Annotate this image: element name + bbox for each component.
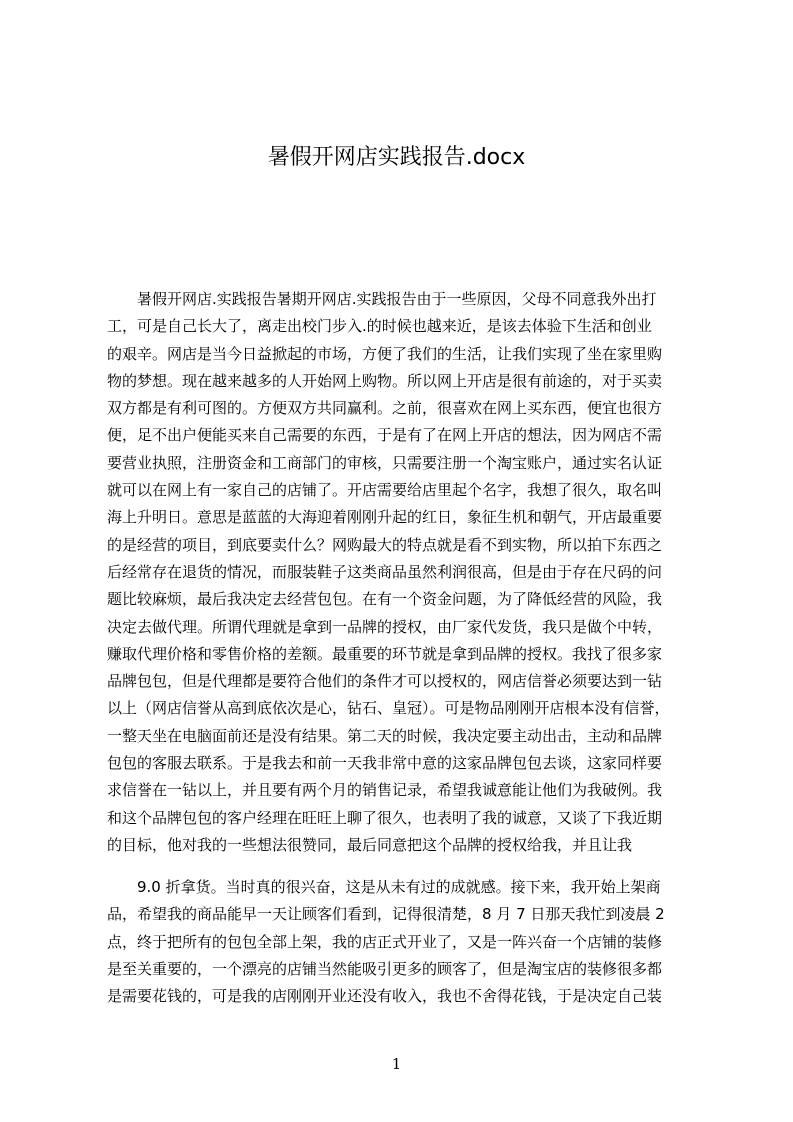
text-line: 题比较麻烦，最后我决定去经营包包。在有一个资金问题，为了降低经营的风险，我 (107, 590, 663, 609)
text-line: 就可以在网上有一家自己的店铺了。开店需要给店里起个名字，我想了很久，取名叫 (107, 481, 663, 500)
text-line: 物的梦想。现在越来越多的人开始网上购物。所以网上开店是很有前途的，对于买卖 (107, 371, 663, 390)
text-line: 赚取代理价格和零售价格的差额。最重要的环节就是拿到品牌的授权。我找了很多家 (107, 644, 663, 663)
text-line: 后经常存在退货的情况，而服装鞋子这类商品虽然利润很高，但是由于存在尺码的问 (107, 562, 663, 581)
text-line: 品牌包包，但是代理都是要符合他们的条件才可以授权的，网店信誉必须要达到一钻 (107, 672, 663, 691)
document-title: 暑假开网店实践报告.docx (267, 145, 526, 170)
text-line: 点，终于把所有的包包全部上架，我的店正式开业了，又是一阵兴奋一个店铺的装修 (107, 932, 663, 951)
text-line: 便，足不出户便能买来自己需要的东西，于是有了在网上开店的想法，因为网店不需 (107, 426, 663, 445)
text-line: 包包的客服去联系。于是我去和前一天我非常中意的这家品牌包包去谈，这家同样要 (107, 754, 663, 773)
text-line: 的是经营的项目，到底要卖什么？网购最大的特点就是看不到实物，所以拍下东西之 (107, 535, 663, 554)
text-line: 海上升明日。意思是蓝蓝的大海迎着刚刚升起的红日，象征生机和朝气，开店最重要 (107, 508, 663, 527)
paragraph-1 (107, 286, 698, 859)
text-line: 的目标，他对我的一些想法很赞同，最后同意把这个品牌的授权给我，并且让我 (107, 835, 633, 854)
text-line: 的艰辛。网店是当今日益掀起的市场，方便了我们的生活，让我们实现了坐在家里购 (107, 344, 663, 363)
text-line: 暑假开网店.实践报告暑期开网店.实践报告由于一些原因，父母不同意我外出打 (137, 290, 657, 308)
text-line: 双方都是有利可图的。方便双方共同赢利。之前，很喜欢在网上买东西，便宜也很方 (107, 399, 663, 418)
text-line: 一整天坐在电脑面前还是没有结果。第二天的时候，我决定要主动出击，主动和品牌 (107, 726, 663, 745)
text-line: 工，可是自己长大了，离走出校门步入.的时候也越来近，是该去体验下生活和创业 (107, 317, 652, 336)
text-line: 品，希望我的商品能早一天让顾客们看到，记得很清楚，8 月 7 日那天我忙到凌晨 2 (107, 905, 665, 924)
page-number: 1 (391, 1055, 402, 1073)
text-line: 是需要花钱的，可是我的店刚刚开业还没有收入，我也不舍得花钱，于是决定自己装 (107, 987, 663, 1006)
text-line: 和这个品牌包包的客户经理在旺旺上聊了很久，也表明了我的诚意，又谈了下我近期 (107, 808, 663, 827)
text-line: 要营业执照，注册资金和工商部门的审核，只需要注册一个淘宝账户，通过实名认证 (107, 453, 663, 472)
text-line: 以上（网店信誉从高到底依次是心，钻石、皇冠）。可是物品刚刚开店根本没有信誉， (107, 699, 670, 718)
text-line: 是至关重要的，一个漂亮的店铺当然能吸引更多的顾客了，但是淘宝店的装修很多都 (107, 959, 663, 978)
paragraph-2 (107, 874, 698, 1010)
text-line: 决定去做代理。所谓代理就是拿到一品牌的授权，由厂家代发货，我只是做个中转， (107, 617, 663, 636)
text-line: 求信誉在一钻以上，并且要有两个月的销售记录，希望我诚意能让他们为我破例。我 (107, 781, 663, 800)
text-line: 9.0 折拿货。当时真的很兴奋，这是从未有过的成就感。接下来，我开始上架商 (137, 878, 661, 896)
